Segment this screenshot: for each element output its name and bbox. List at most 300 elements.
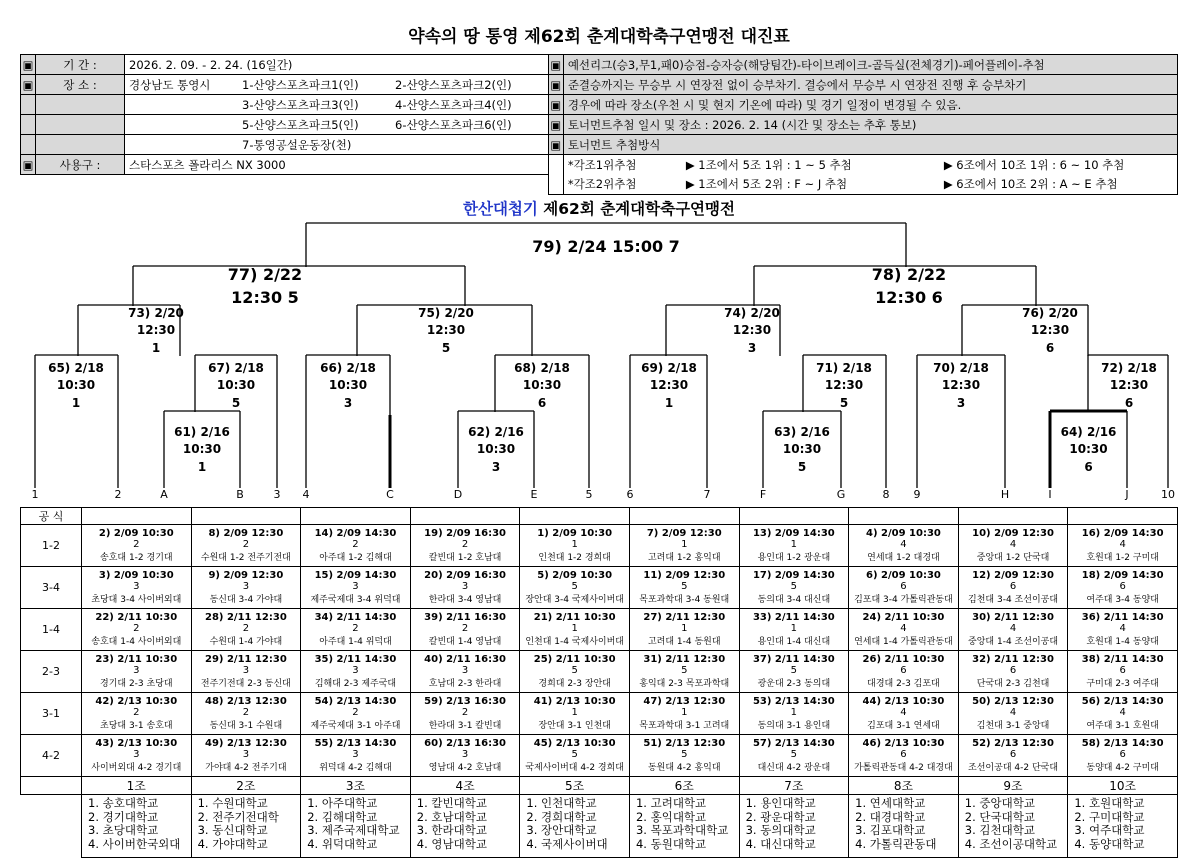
game-time: 17) 2/09 14:30 — [752, 570, 835, 581]
match-venue: 1 — [664, 395, 674, 410]
r16-71 — [803, 360, 885, 412]
slot-label: 9 — [913, 488, 921, 501]
game-teams: 동의대 3-4 대신대 — [757, 595, 831, 605]
game-teams: 인천대 1-2 경희대 — [538, 553, 611, 563]
game-venue: 3 — [352, 749, 359, 760]
match-time: 12:30 6 — [875, 288, 943, 308]
ball-value: 스타스포츠 폴라리스 NX 3000 — [125, 155, 549, 175]
game-time: 32) 2/11 12:30 — [972, 654, 1054, 665]
game-venue: 2 — [242, 623, 250, 634]
ball-label: 사용구 : — [36, 155, 125, 175]
match-no: 71) 2/18 — [816, 361, 872, 375]
game-teams: 초당대 3-4 사이버외대 — [91, 595, 182, 605]
game-teams: 목포과학대 3-4 동원대 — [639, 595, 730, 605]
game-time: 42) 2/13 10:30 — [95, 696, 178, 707]
match-time: 12:30 — [1109, 378, 1149, 393]
venue-4: 4-산양스포츠파크4(인) — [391, 95, 548, 115]
game-venue: 1 — [681, 623, 688, 634]
slot-label: 5 — [585, 488, 593, 501]
match-time: 12:30 — [649, 378, 689, 393]
draw2-label: *각조2위추첨 — [563, 175, 682, 195]
game-time: 25) 2/11 10:30 — [533, 654, 616, 665]
pre-62 — [459, 424, 533, 476]
game-time: 46) 2/13 10:30 — [862, 738, 945, 749]
qf-75 — [396, 305, 496, 357]
r16-67 — [196, 360, 276, 412]
game-cell — [410, 567, 520, 609]
match-venue: 5 — [231, 395, 241, 410]
game-teams: 연세대 1-4 가톨릭관동대 — [854, 637, 953, 647]
game-venue: 5 — [571, 581, 578, 592]
game-time: 10) 2/09 12:30 — [972, 528, 1054, 539]
group-label: 7조 — [739, 777, 849, 795]
game-cell — [301, 693, 411, 735]
slot-label: 1 — [31, 488, 39, 501]
group-label: 5조 — [520, 777, 630, 795]
match-venue: 3 — [491, 459, 501, 474]
schedule-header: 공 식 — [21, 508, 82, 525]
team-name: 1. 아주대학교 — [307, 796, 378, 810]
team-name: 2. 구미대학교 — [1074, 809, 1145, 824]
game-teams: 연세대 1-2 대경대 — [867, 553, 940, 563]
group-team-list — [958, 795, 1068, 858]
game-time: 53) 2/13 14:30 — [752, 696, 835, 707]
team-name: 2. 대경대학교 — [855, 809, 926, 824]
game-cell — [849, 693, 959, 735]
match-time: 12:30 — [136, 323, 176, 338]
game-time: 13) 2/09 14:30 — [752, 528, 835, 539]
game-teams: 김천대 3-1 중앙대 — [976, 721, 1050, 731]
rule-1: 예선리그(승3,무1,패0)승점-승자승(해당팀간)-타이브레이크-골득실(전체경기)-페어플레이-추첨 — [563, 55, 1177, 75]
game-cell — [410, 693, 520, 735]
qf-73 — [106, 305, 206, 357]
team-name: 3. 장안대학교 — [526, 823, 597, 837]
game-teams: 호원대 1-4 동양대 — [1086, 637, 1159, 647]
game-venue: 5 — [681, 581, 688, 592]
schedule-table — [20, 507, 1178, 858]
game-teams: 사이버외대 4-2 경기대 — [91, 763, 182, 773]
match-time: 10:30 — [216, 378, 256, 393]
game-time: 52) 2/13 12:30 — [972, 738, 1054, 749]
game-teams: 가톨릭관동대 4-2 대경대 — [854, 763, 953, 773]
game-teams: 제주국제대 3-4 위덕대 — [310, 595, 401, 605]
game-time: 22) 2/11 10:30 — [95, 612, 178, 623]
game-cell — [191, 651, 301, 693]
team-name: 4. 동원대학교 — [635, 836, 707, 851]
game-cell — [1068, 567, 1178, 609]
game-teams: 호원대 1-2 구미대 — [1086, 553, 1159, 563]
game-time: 44) 2/13 10:30 — [862, 696, 945, 707]
team-name: 3. 김포대학교 — [855, 823, 926, 837]
game-venue: 3 — [352, 665, 359, 676]
game-teams: 대신대 4-2 광운대 — [757, 763, 831, 773]
slot-label: B — [236, 488, 244, 501]
game-venue: 3 — [133, 749, 140, 760]
bullet-icon: ▣ — [548, 135, 563, 155]
match-no: 67) 2/18 — [208, 361, 264, 375]
team-name: 4. 조선이공대학교 — [964, 836, 1058, 851]
game-cell — [958, 735, 1068, 777]
game-teams: 동양대 4-2 구미대 — [1086, 763, 1159, 773]
round-label: 3-1 — [21, 693, 82, 735]
match-venue: 3 — [956, 395, 966, 410]
game-teams: 목포과학대 3-1 고려대 — [639, 721, 730, 731]
slot-label: 2 — [114, 488, 122, 501]
game-venue: 4 — [900, 623, 907, 634]
rule-5: 토너먼트 추첨방식 — [563, 135, 1177, 155]
match-time: 10:30 — [328, 378, 368, 393]
game-time: 11) 2/09 12:30 — [643, 570, 726, 581]
game-time: 48) 2/13 12:30 — [204, 696, 287, 707]
bullet-icon: ▣ — [21, 75, 36, 95]
slot-label: 6 — [626, 488, 634, 501]
match-no: 69) 2/18 — [641, 361, 697, 375]
game-teams: 조선이공대 4-2 단국대 — [968, 763, 1059, 773]
team-name: 2. 호남대학교 — [416, 809, 487, 824]
game-venue: 2 — [242, 539, 250, 550]
schedule-row — [21, 651, 1178, 693]
group-label: 2조 — [191, 777, 301, 795]
game-venue: 3 — [133, 665, 140, 676]
game-venue: 3 — [461, 665, 469, 676]
game-teams: 단국대 2-3 김천대 — [976, 679, 1050, 689]
game-time: 16) 2/09 14:30 — [1081, 528, 1164, 539]
game-cell — [958, 651, 1068, 693]
team-name: 1. 수원대학교 — [197, 796, 268, 810]
game-teams: 위덕대 4-2 김해대 — [319, 763, 392, 773]
game-teams: 아주대 1-2 김해대 — [319, 553, 392, 563]
game-venue: 6 — [1009, 665, 1017, 676]
match-venue: 5 — [797, 459, 807, 474]
r16-66 — [307, 360, 389, 412]
team-name: 2. 단국대학교 — [964, 809, 1035, 824]
bullet-icon: ▣ — [21, 155, 36, 175]
game-time: 2) 2/09 10:30 — [98, 528, 174, 539]
slot-label: 3 — [273, 488, 281, 501]
match-time: 12:30 — [426, 323, 466, 338]
game-time: 8) 2/09 12:30 — [208, 528, 284, 539]
draw1-a: ▶ 1조에서 5조 1위 : 1 ~ 5 추첨 — [682, 155, 940, 175]
game-time: 19) 2/09 16:30 — [424, 528, 506, 539]
game-time: 31) 2/11 12:30 — [643, 654, 726, 665]
pre-63 — [764, 424, 840, 476]
team-name: 3. 동의대학교 — [745, 823, 816, 837]
match-no: 64) 2/16 — [1060, 425, 1117, 439]
game-cell — [958, 567, 1068, 609]
game-venue: 5 — [571, 665, 578, 676]
team-name: 4. 영남대학교 — [416, 836, 487, 851]
game-cell — [629, 609, 739, 651]
game-teams: 전주기전대 2-3 동신대 — [200, 679, 291, 689]
team-name: 1. 인천대학교 — [526, 796, 597, 810]
game-cell — [191, 525, 301, 567]
game-cell — [1068, 525, 1178, 567]
game-cell — [410, 609, 520, 651]
match-venue: 1 — [151, 340, 161, 355]
match-no: 65) 2/18 — [48, 361, 104, 375]
r16-65 — [36, 360, 116, 412]
group-label: 6조 — [629, 777, 739, 795]
match-venue: 6 — [1084, 459, 1093, 474]
game-cell — [82, 567, 192, 609]
game-cell — [410, 525, 520, 567]
pre-61 — [165, 424, 239, 476]
group-label: 10조 — [1068, 777, 1178, 795]
match-time: 12:30 — [1030, 323, 1070, 338]
match-time: 10:30 — [1069, 442, 1108, 457]
match-no: 63) 2/16 — [774, 425, 830, 439]
bullet-icon: ▣ — [548, 95, 563, 115]
match-time: 12:30 — [941, 378, 981, 393]
game-venue: 1 — [571, 539, 578, 550]
game-cell — [301, 735, 411, 777]
game-time: 43) 2/13 10:30 — [95, 738, 178, 749]
pre-64 — [1051, 424, 1126, 476]
game-teams: 김포대 3-4 가톨릭관동대 — [854, 595, 953, 605]
game-teams: 장안대 3-1 인천대 — [538, 721, 611, 731]
team-name: 2. 전주기전대학 — [197, 809, 279, 824]
game-venue: 5 — [571, 749, 578, 760]
match-venue: 1 — [71, 395, 81, 410]
game-teams: 국제사이버대 4-2 경희대 — [525, 763, 624, 773]
slot-label: 4 — [302, 488, 310, 501]
game-venue: 2 — [352, 707, 359, 718]
group-team-list — [520, 795, 630, 858]
game-venue: 6 — [1009, 749, 1017, 760]
game-venue: 1 — [790, 539, 798, 550]
game-time: 60) 2/13 16:30 — [424, 738, 506, 749]
group-label: 4조 — [410, 777, 520, 795]
game-cell — [629, 693, 739, 735]
slot-label: 8 — [882, 488, 890, 501]
game-teams: 경희대 2-3 장안대 — [538, 679, 611, 689]
venue-city: 경상남도 통영시 — [125, 75, 239, 95]
game-teams: 고려대 1-2 홍익대 — [647, 553, 721, 563]
slot-label: J — [1125, 488, 1129, 501]
match-no: 62) 2/16 — [468, 425, 524, 439]
match-venue: 5 — [441, 340, 451, 355]
team-name: 4. 사이버한국외대 — [88, 836, 181, 851]
venue-7: 7-통영공설운동장(천) — [238, 135, 548, 155]
match-venue: 3 — [747, 340, 757, 355]
team-name: 3. 김천대학교 — [964, 823, 1035, 837]
game-venue: 3 — [461, 581, 469, 592]
match-venue: 6 — [1045, 340, 1055, 355]
match-no: 74) 2/20 — [724, 306, 780, 320]
team-name: 1. 칼빈대학교 — [416, 796, 487, 810]
game-teams: 동신대 3-1 수원대 — [209, 721, 283, 731]
game-time: 30) 2/11 12:30 — [972, 612, 1054, 623]
game-cell — [520, 609, 630, 651]
game-venue: 2 — [461, 623, 469, 634]
game-cell — [82, 651, 192, 693]
match-no: 72) 2/18 — [1101, 361, 1157, 375]
draw1-b: ▶ 6조에서 10조 1위 : 6 ~ 10 추첨 — [940, 155, 1178, 175]
round-label: 1-4 — [21, 609, 82, 651]
game-cell — [520, 735, 630, 777]
game-time: 39) 2/11 16:30 — [424, 612, 506, 623]
game-time: 14) 2/09 14:30 — [314, 528, 397, 539]
game-venue: 5 — [681, 665, 688, 676]
team-name: 2. 김해대학교 — [307, 809, 378, 824]
team-name: 1. 고려대학교 — [635, 796, 707, 810]
venue-6: 6-산양스포츠파크6(인) — [391, 115, 548, 135]
game-venue: 2 — [352, 623, 359, 634]
game-cell — [849, 525, 959, 567]
game-teams: 여주대 3-1 호원대 — [1086, 721, 1159, 731]
team-name: 1. 송호대학교 — [88, 796, 159, 810]
game-venue: 2 — [461, 539, 469, 550]
qf-76 — [1000, 305, 1100, 357]
match-time: 12:30 — [824, 378, 864, 393]
final-match: 79) 2/24 15:00 7 — [532, 237, 680, 256]
game-cell — [1068, 651, 1178, 693]
game-teams: 제주국제대 3-1 아주대 — [310, 721, 401, 731]
game-cell — [191, 735, 301, 777]
game-venue: 4 — [1009, 539, 1017, 550]
game-venue: 2 — [133, 539, 140, 550]
qf-74 — [702, 305, 802, 357]
game-cell — [958, 693, 1068, 735]
brand-name: 한산대첩기 — [463, 200, 538, 218]
game-teams: 동의대 3-1 용인대 — [757, 721, 831, 731]
game-teams: 고려대 1-4 동원대 — [647, 637, 721, 647]
game-time: 40) 2/11 16:30 — [424, 654, 506, 665]
team-name: 4. 동양대학교 — [1074, 836, 1145, 851]
schedule-row — [21, 735, 1178, 777]
game-venue: 6 — [1119, 749, 1126, 760]
match-no: 76) 2/20 — [1022, 306, 1078, 320]
team-name: 3. 초당대학교 — [88, 823, 159, 837]
game-cell — [739, 735, 849, 777]
group-team-list — [849, 795, 959, 858]
team-name: 4. 위덕대학교 — [307, 836, 378, 851]
game-teams: 대경대 2-3 김포대 — [867, 679, 940, 689]
match-no: 66) 2/18 — [320, 361, 376, 375]
game-cell — [629, 567, 739, 609]
game-time: 28) 2/11 12:30 — [204, 612, 287, 623]
game-time: 34) 2/11 14:30 — [314, 612, 397, 623]
game-time: 38) 2/11 14:30 — [1081, 654, 1164, 665]
group-team-list — [1068, 795, 1178, 858]
match-time: 10:30 — [782, 442, 822, 457]
game-venue: 6 — [1009, 581, 1017, 592]
game-venue: 2 — [352, 539, 359, 550]
team-name: 2. 경희대학교 — [526, 809, 597, 824]
draw1-label: *각조1위추첨 — [563, 155, 682, 175]
game-teams: 장안대 3-4 국제사이버대 — [525, 595, 624, 605]
game-time: 55) 2/13 14:30 — [314, 738, 397, 749]
game-teams: 동원대 4-2 홍익대 — [647, 763, 721, 773]
subtitle-rest: 제62회 춘계대학축구연맹전 — [537, 200, 735, 218]
game-venue: 4 — [1119, 623, 1126, 634]
team-name: 3. 한라대학교 — [416, 823, 487, 837]
game-time: 6) 2/09 10:30 — [866, 570, 941, 581]
game-venue: 4 — [1009, 623, 1017, 634]
game-venue: 2 — [461, 707, 469, 718]
venue-2: 2-산양스포츠파크2(인) — [391, 75, 548, 95]
team-name: 2. 광운대학교 — [745, 809, 816, 824]
game-cell — [520, 567, 630, 609]
match-venue: 6 — [1124, 395, 1134, 410]
game-teams: 수원대 1-2 전주기전대 — [200, 553, 291, 563]
group-team-list — [82, 795, 192, 858]
match-no: 73) 2/20 — [128, 306, 184, 320]
team-name: 2. 경기대학교 — [88, 809, 159, 824]
game-cell — [1068, 735, 1178, 777]
team-name: 4. 대신대학교 — [745, 836, 816, 851]
game-teams: 여주대 3-4 동양대 — [1086, 595, 1159, 605]
game-teams: 한라대 3-4 영남대 — [428, 595, 502, 605]
game-venue: 1 — [571, 623, 578, 634]
game-teams: 인천대 1-4 국제사이버대 — [525, 637, 624, 647]
game-venue: 5 — [790, 581, 798, 592]
game-time: 18) 2/09 14:30 — [1081, 570, 1164, 581]
game-cell — [849, 735, 959, 777]
venue-label: 장 소 : — [36, 75, 125, 95]
game-venue: 1 — [681, 539, 688, 550]
game-teams: 김해대 2-3 제주국대 — [314, 679, 397, 689]
game-time: 27) 2/11 12:30 — [643, 612, 726, 623]
game-time: 50) 2/13 12:30 — [972, 696, 1054, 707]
period-label: 기 간 : — [36, 55, 125, 75]
bullet-icon: ▣ — [548, 75, 563, 95]
game-teams: 광운대 2-3 동의대 — [757, 679, 831, 689]
game-teams: 용인대 1-2 광운대 — [757, 553, 831, 563]
game-time: 36) 2/11 14:30 — [1081, 612, 1164, 623]
bullet-icon: ▣ — [548, 115, 563, 135]
team-name: 4. 가야대학교 — [197, 836, 268, 851]
slot-label: 7 — [703, 488, 711, 501]
rule-3: 경우에 따라 장소(우천 시 및 현지 기온에 따라) 및 경기 일정이 변경될 수 있음. — [563, 95, 1177, 115]
game-time: 24) 2/11 10:30 — [862, 612, 945, 623]
game-venue: 6 — [1119, 581, 1126, 592]
game-venue: 4 — [1119, 539, 1126, 550]
game-time: 4) 2/09 10:30 — [866, 528, 941, 539]
game-cell — [301, 567, 411, 609]
slot-label: D — [453, 488, 463, 501]
slot-label: I — [1048, 488, 1052, 501]
game-cell — [739, 609, 849, 651]
game-teams: 아주대 1-4 위덕대 — [319, 637, 392, 647]
game-cell — [410, 735, 520, 777]
draw2-b: ▶ 6조에서 10조 2위 : A ~ E 추첨 — [940, 175, 1178, 195]
team-name: 3. 목포과학대학교 — [635, 823, 729, 837]
venue-3: 3-산양스포츠파크3(인) — [238, 95, 391, 115]
group-label: 1조 — [82, 777, 192, 795]
slot-label: 10 — [1161, 488, 1175, 501]
slot-label: A — [160, 488, 168, 501]
game-time: 5) 2/09 10:30 — [537, 570, 613, 581]
game-venue: 2 — [133, 707, 140, 718]
game-cell — [849, 567, 959, 609]
game-teams: 한라대 3-1 칼빈대 — [428, 721, 502, 731]
game-teams: 구미대 2-3 여주대 — [1086, 679, 1159, 689]
game-cell — [410, 651, 520, 693]
schedule-row — [21, 567, 1178, 609]
match-no: 77) 2/22 — [227, 265, 303, 284]
game-cell — [82, 735, 192, 777]
game-time: 1) 2/09 10:30 — [537, 528, 613, 539]
game-teams: 용인대 1-4 대신대 — [757, 637, 831, 647]
team-name: 4. 가톨릭관동대 — [855, 836, 937, 851]
game-cell — [520, 525, 630, 567]
game-time: 56) 2/13 14:30 — [1081, 696, 1164, 707]
game-time: 47) 2/13 12:30 — [643, 696, 726, 707]
team-name: 1. 호원대학교 — [1074, 796, 1145, 810]
slot-label: G — [836, 488, 846, 501]
schedule-row — [21, 693, 1178, 735]
